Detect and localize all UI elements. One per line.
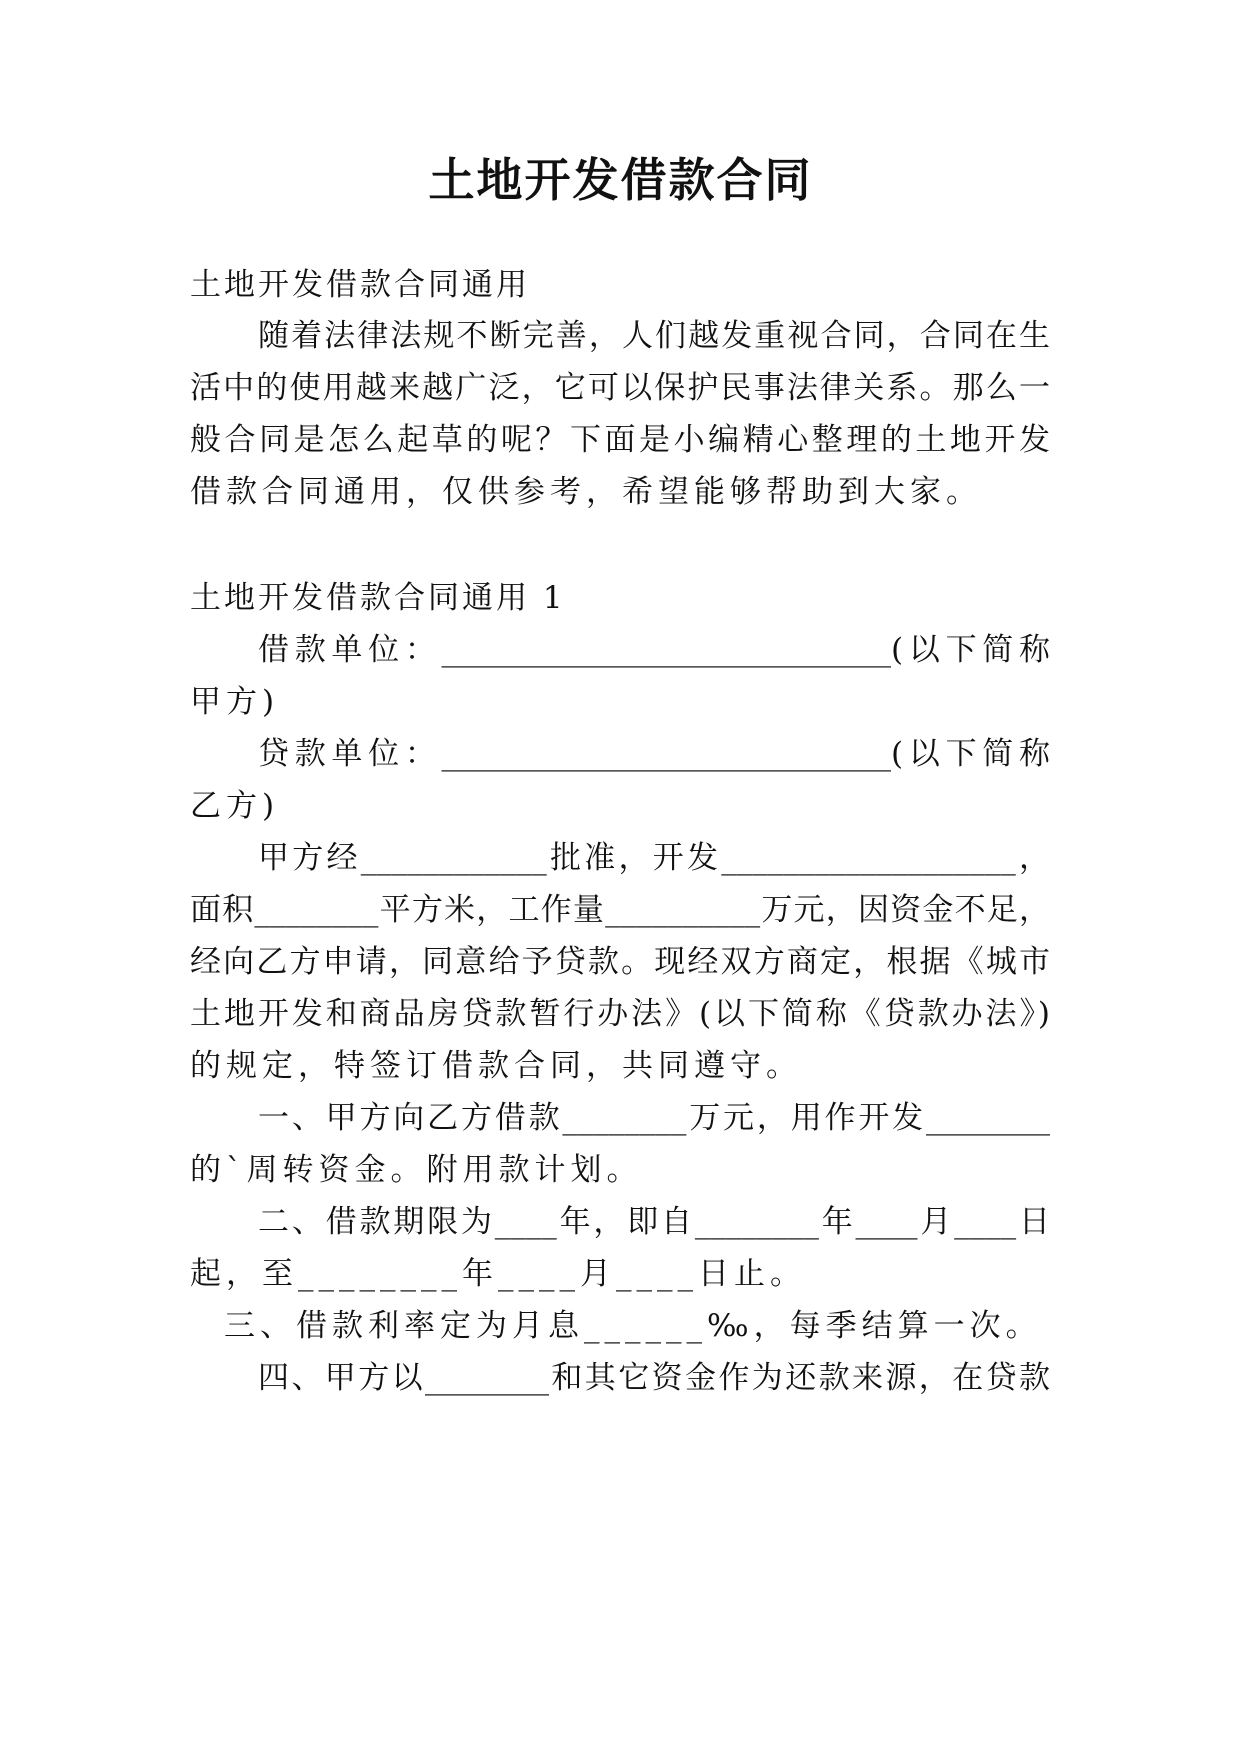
paragraph-line: 的规定，特签订借款合同，共同遵守。 bbox=[190, 1048, 802, 1084]
paragraph-line: 乙方) bbox=[190, 788, 280, 824]
paragraph-line: 的`周转资金。附用款计划。 bbox=[190, 1152, 643, 1188]
paragraph-line: 面积________平方米，工作量__________万元，因资金不足， bbox=[190, 892, 1050, 928]
paragraph-line: 般合同是怎么起草的呢？下面是小编精心整理的土地开发 bbox=[190, 422, 1050, 458]
paragraph-line: 甲方经____________批准，开发___________________， bbox=[258, 840, 1050, 876]
paragraph-line: 随着法律法规不断完善，人们越发重视合同，合同在生 bbox=[258, 318, 1050, 354]
paragraph-line: 贷款单位：_____________________________(以下简称 bbox=[258, 736, 1050, 772]
paragraph-line: 一、甲方向乙方借款________万元，用作开发________ bbox=[258, 1100, 1050, 1136]
paragraph-line: 三、借款利率定为月息______‰，每季结算一次。 bbox=[224, 1308, 1042, 1344]
paragraph-line: 活中的使用越来越广泛，它可以保护民事法律关系。那么一 bbox=[190, 370, 1050, 406]
section-heading: 土地开发借款合同通用 1 bbox=[190, 580, 566, 616]
document-title: 土地开发借款合同 bbox=[428, 153, 813, 207]
paragraph-line: 借款合同通用，仅供参考，希望能够帮助到大家。 bbox=[190, 474, 982, 510]
paragraph-line: 二、借款期限为____年，即自________年____月____日 bbox=[258, 1204, 1050, 1240]
section-heading: 土地开发借款合同通用 bbox=[190, 267, 530, 303]
paragraph-line: 土地开发和商品房贷款暂行办法》(以下简称《贷款办法》) bbox=[190, 996, 1050, 1032]
paragraph-line: 经向乙方申请，同意给予贷款。现经双方商定，根据《城市 bbox=[190, 944, 1050, 980]
paragraph-line: 借款单位：_____________________________(以下简称 bbox=[258, 632, 1050, 668]
paragraph-line: 起，至________年____月____日止。 bbox=[190, 1256, 806, 1292]
paragraph-line: 甲方) bbox=[190, 684, 280, 720]
paragraph-line: 四、甲方以________和其它资金作为还款来源，在贷款 bbox=[258, 1360, 1050, 1396]
